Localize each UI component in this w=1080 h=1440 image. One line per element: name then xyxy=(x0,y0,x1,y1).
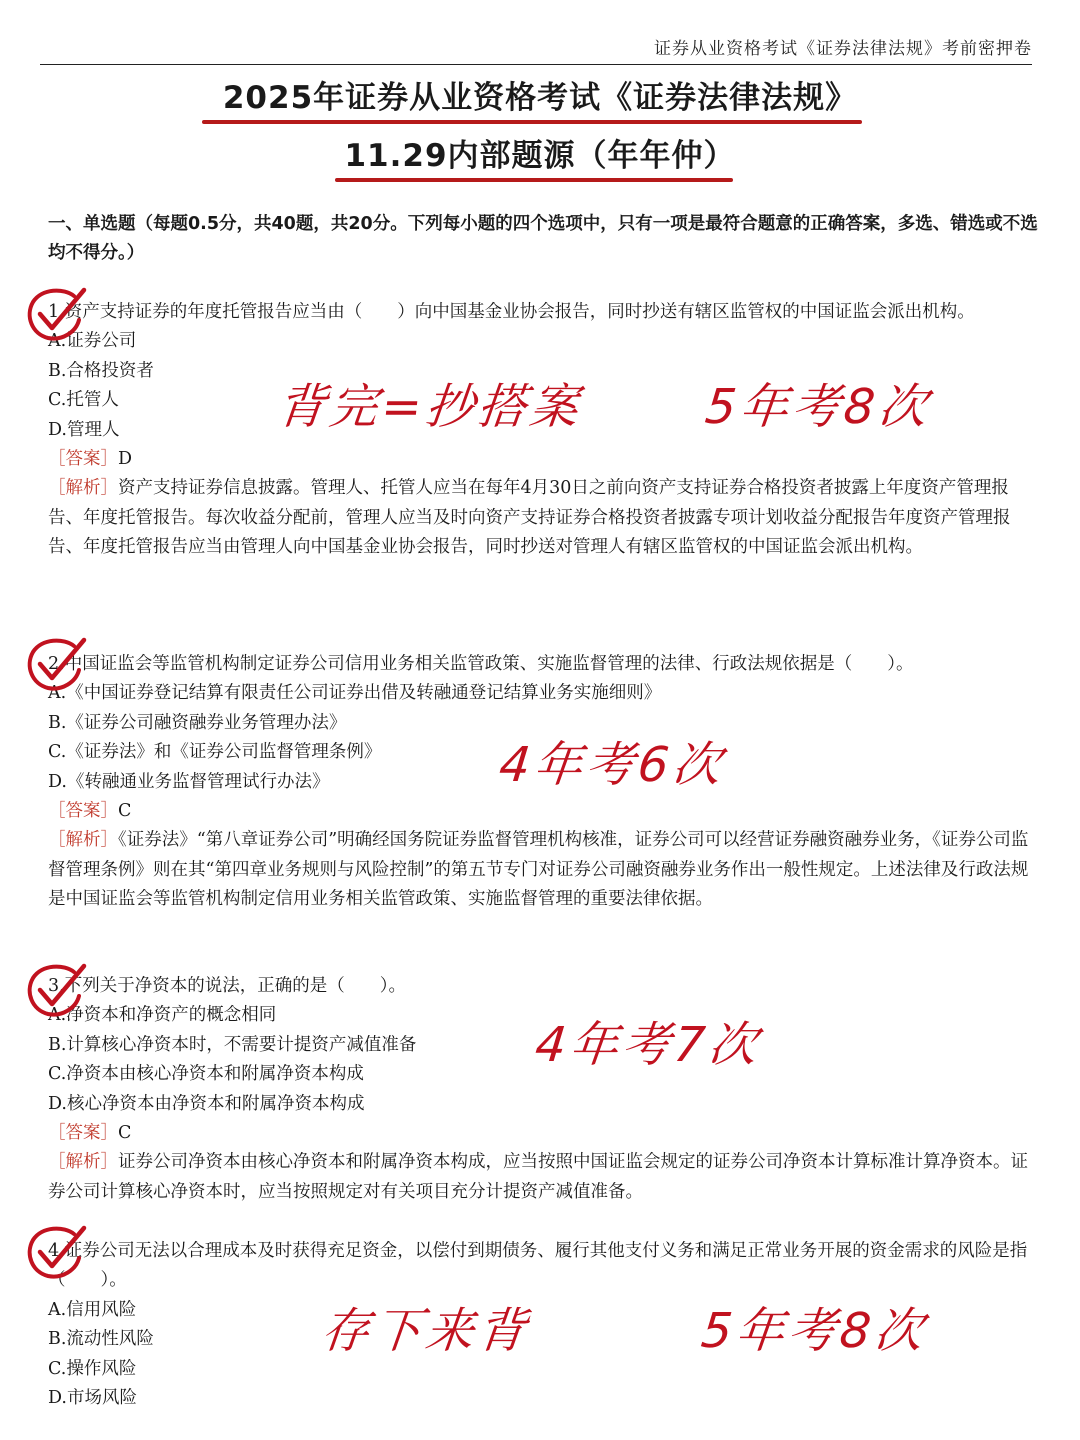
option-d: D.《转融通业务监督管理试行办法》 xyxy=(48,771,330,792)
handwritten-note: 4年考7次 xyxy=(532,1017,764,1073)
answer-value: C xyxy=(118,1123,132,1144)
subtitle-underline xyxy=(335,178,733,182)
option-d: D.市场风险 xyxy=(48,1388,137,1409)
analysis-label: ［解析］ xyxy=(48,830,118,851)
answer-line xyxy=(48,797,1033,826)
option-d: D.核心净资本由净资本和附属净资本构成 xyxy=(48,1093,365,1114)
option-c: C.操作风险 xyxy=(48,1358,137,1379)
analysis-line xyxy=(48,1148,1033,1207)
option-b: B.合格投资者 xyxy=(48,360,154,381)
check-mark-icon xyxy=(24,958,88,1022)
answer-value: D xyxy=(118,449,133,470)
handwritten-note: 存下来背 xyxy=(318,1303,533,1359)
option-a: A.证券公司 xyxy=(48,331,137,352)
option-a: A.信用风险 xyxy=(48,1299,137,1320)
analysis-line xyxy=(48,826,1033,914)
question-stem: 1.资产支持证券的年度托管报告应当由（ ）向中国基金业协会报告，同时抄送有辖区监管权的中国证监会派出机构。 xyxy=(48,302,975,322)
analysis-text: 资产支持证券信息披露。管理人、托管人应当在每年4月30日之前向资产支持证券合格投资者披露上年度资产管理报告、年度托管报告。每次收益分配前，管理人应当及时向资产支持证券合格投资者披露专项计划收益分配报告年度资产管理报告、年度托管报告应当由管理人向中国基金业协会报告，同时抄送对管理人有辖区监管权的中国证监会派出机构。 xyxy=(48,478,1011,558)
answer-label: ［答案］ xyxy=(48,1123,118,1144)
question-stem: 3.下列关于净资本的说法，正确的是（ ）。 xyxy=(48,976,406,996)
check-mark-icon xyxy=(24,1220,88,1284)
analysis-text: 证券公司净资本由核心净资本和附属净资本构成，应当按照中国证监会规定的证券公司净资本计算标准计算净资本。证券公司计算核心净资本时，应当按照规定对有关项目充分计提资产减值准备。 xyxy=(48,1152,1028,1202)
analysis-line xyxy=(48,474,1033,562)
option-b: B.《证券公司融资融券业务管理办法》 xyxy=(48,712,347,733)
handwritten-note: 5年考8次 xyxy=(702,379,934,435)
answer-label: ［答案］ xyxy=(48,449,118,470)
option-a: A.《中国证券登记结算有限责任公司证券出借及转融通登记结算业务实施细则》 xyxy=(48,683,662,704)
answer-label: ［答案］ xyxy=(48,801,118,822)
question-stem: 4.证券公司无法以合理成本及时获得充足资金，以偿付到期债务、履行其他支付义务和满足正常业务开展的资金需求的风险是指（ ）。 xyxy=(48,1241,1028,1291)
analysis-text: 《证券法》“第八章证券公司”明确经国务院证券监督管理机构核准，证券公司可以经营证券融资融券业务，《证券公司监督管理条例》则在其“第四章业务规则与风险控制”的第五节专门对证券公司融资融券业务作出一般性规定。上述法律及行政法规是中国证监会等监管机构制定信用业务相关监管政策、实施监督管理的重要法律依据。 xyxy=(48,830,1029,910)
analysis-label: ［解析］ xyxy=(48,478,118,499)
check-mark-icon xyxy=(24,632,88,696)
option-c: C.净资本由核心净资本和附属净资本构成 xyxy=(48,1064,364,1085)
option-b: B.计算核心净资本时，不需要计提资产减值准备 xyxy=(48,1034,417,1055)
handwritten-note: 背完=抄搭案 xyxy=(274,379,585,435)
option-c: C.托管人 xyxy=(48,390,119,411)
check-mark-icon xyxy=(24,282,88,346)
option-a: A.净资本和净资产的概念相同 xyxy=(48,1005,277,1026)
option-b: B.流动性风险 xyxy=(48,1329,154,1350)
answer-line xyxy=(48,445,1033,474)
section-heading: 一、单选题（每题0.5分，共40题，共20分。下列每小题的四个选项中，只有一项是最符合题意的正确答案，多选、错选或不选均不得分。） xyxy=(48,214,1038,263)
option-c: C.《证券法》和《证券公司监督管理条例》 xyxy=(48,742,382,763)
handwritten-note: 4年考6次 xyxy=(496,737,728,793)
page-subtitle: 11.29内部题源（年年仲） xyxy=(344,138,736,174)
question-stem: 2.中国证监会等监管机构制定证券公司信用业务相关监管政策、实施监督管理的法律、行政法规依据是（ ）。 xyxy=(48,654,914,674)
handwritten-note: 5年考8次 xyxy=(698,1303,930,1359)
title-underline xyxy=(202,120,862,124)
answer-value: C xyxy=(118,801,132,822)
page-title: 2025年证券从业资格考试《证券法律法规》 xyxy=(222,80,858,116)
option-d: D.管理人 xyxy=(48,419,120,440)
analysis-label: ［解析］ xyxy=(48,1152,118,1173)
header-divider xyxy=(40,64,1032,65)
answer-line xyxy=(48,1119,1033,1148)
running-header: 证券从业资格考试《证券法律法规》考前密押卷 xyxy=(654,39,1032,59)
